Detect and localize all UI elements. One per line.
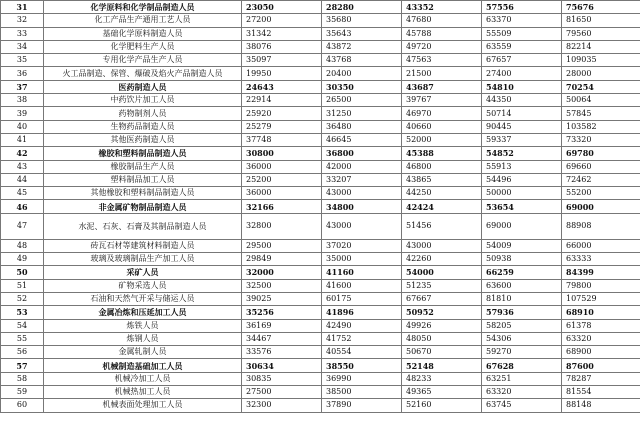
table-row	[1, 253, 640, 266]
wage-value-cell: 68900	[562, 346, 640, 359]
wage-value-cell: 81650	[562, 14, 640, 27]
occupation-name-cell: 橡胶制品生产人员	[44, 160, 242, 173]
row-number-cell: 36	[1, 67, 44, 80]
wage-value-cell: 88148	[562, 399, 640, 412]
wage-value-cell: 32800	[242, 213, 322, 239]
wage-value-cell: 29500	[242, 239, 322, 252]
wage-value-cell: 63320	[562, 332, 640, 345]
wage-value-cell: 44250	[402, 187, 482, 200]
wage-value-cell: 63251	[482, 372, 562, 385]
occupation-name-cell: 药物制剂人员	[44, 107, 242, 120]
occupation-name-cell: 其他橡胶和塑料制品制造人员	[44, 187, 242, 200]
row-number-cell: 48	[1, 239, 44, 252]
wage-value-cell: 25920	[242, 107, 322, 120]
wage-value-cell: 103582	[562, 120, 640, 133]
occupation-name-cell: 矿物采选人员	[44, 279, 242, 292]
wage-value-cell: 45788	[402, 27, 482, 40]
table-row	[1, 160, 640, 173]
wage-value-cell: 50938	[482, 253, 562, 266]
occupation-name-cell: 砖瓦石材等建筑材料制造人员	[44, 239, 242, 252]
occupation-name-cell: 生物药品制造人员	[44, 120, 242, 133]
table-row	[1, 40, 640, 53]
wage-value-cell: 35680	[322, 14, 402, 27]
wage-value-cell: 63333	[562, 253, 640, 266]
wage-value-cell: 70254	[562, 80, 640, 93]
wage-value-cell: 81554	[562, 386, 640, 399]
wage-value-cell: 30835	[242, 372, 322, 385]
row-number-cell: 52	[1, 292, 44, 305]
table-row	[1, 107, 640, 120]
wage-value-cell: 37020	[322, 239, 402, 252]
table-row	[1, 279, 640, 292]
wage-value-cell: 63600	[482, 279, 562, 292]
wage-value-cell: 37890	[322, 399, 402, 412]
wage-value-cell: 43865	[402, 173, 482, 186]
wage-value-cell: 39025	[242, 292, 322, 305]
occupation-name-cell: 炼铁人员	[44, 319, 242, 332]
wage-value-cell: 30350	[322, 80, 402, 93]
table-row	[1, 266, 640, 279]
wage-value-cell: 48050	[402, 332, 482, 345]
wage-value-cell: 75676	[562, 1, 640, 14]
table-row	[1, 346, 640, 359]
wage-value-cell: 36480	[322, 120, 402, 133]
occupation-name-cell: 机械制造基础加工人员	[44, 359, 242, 372]
wage-value-cell: 50952	[402, 306, 482, 319]
table-row	[1, 67, 640, 80]
wage-value-cell: 54009	[482, 239, 562, 252]
wage-value-cell: 26500	[322, 94, 402, 107]
wage-value-cell: 67657	[482, 54, 562, 67]
wage-value-cell: 35643	[322, 27, 402, 40]
row-number-cell: 40	[1, 120, 44, 133]
wage-value-cell: 23050	[242, 1, 322, 14]
wage-value-cell: 36169	[242, 319, 322, 332]
row-number-cell: 55	[1, 332, 44, 345]
wage-value-cell: 48233	[402, 372, 482, 385]
table-row	[1, 386, 640, 399]
wage-value-cell: 42490	[322, 319, 402, 332]
occupation-name-cell: 石油和天然气开采与储运人员	[44, 292, 242, 305]
row-number-cell: 35	[1, 54, 44, 67]
wage-value-cell: 31342	[242, 27, 322, 40]
wage-value-cell: 32300	[242, 399, 322, 412]
wage-value-cell: 49926	[402, 319, 482, 332]
occupation-name-cell: 专用化学产品生产人员	[44, 54, 242, 67]
wage-value-cell: 55913	[482, 160, 562, 173]
row-number-cell: 44	[1, 173, 44, 186]
wage-value-cell: 32500	[242, 279, 322, 292]
wage-value-cell: 55509	[482, 27, 562, 40]
wage-value-cell: 107529	[562, 292, 640, 305]
wage-value-cell: 78287	[562, 372, 640, 385]
wage-value-cell: 35256	[242, 306, 322, 319]
wage-value-cell: 52160	[402, 399, 482, 412]
table-row	[1, 399, 640, 412]
row-number-cell: 50	[1, 266, 44, 279]
table-row	[1, 200, 640, 213]
wage-value-cell: 109035	[562, 54, 640, 67]
wage-value-cell: 29849	[242, 253, 322, 266]
wage-value-cell: 46970	[402, 107, 482, 120]
wage-value-cell: 54000	[402, 266, 482, 279]
wage-value-cell: 51235	[402, 279, 482, 292]
wage-value-cell: 82214	[562, 40, 640, 53]
wage-value-cell: 54852	[482, 147, 562, 160]
row-number-cell: 51	[1, 279, 44, 292]
table-row	[1, 213, 640, 239]
wage-value-cell: 79560	[562, 27, 640, 40]
table-row	[1, 319, 640, 332]
wage-value-cell: 47680	[402, 14, 482, 27]
wage-value-cell: 37748	[242, 133, 322, 146]
wage-value-cell: 50000	[482, 187, 562, 200]
table-row	[1, 239, 640, 252]
wage-value-cell: 69780	[562, 147, 640, 160]
table-row	[1, 292, 640, 305]
wage-value-cell: 41896	[322, 306, 402, 319]
wage-value-cell: 88908	[562, 213, 640, 239]
table-row	[1, 133, 640, 146]
table-row	[1, 54, 640, 67]
wage-value-cell: 36990	[322, 372, 402, 385]
wage-value-cell: 69000	[482, 213, 562, 239]
row-number-cell: 38	[1, 94, 44, 107]
wage-value-cell: 32000	[242, 266, 322, 279]
wage-value-cell: 30800	[242, 147, 322, 160]
wage-value-cell: 20400	[322, 67, 402, 80]
wage-value-cell: 28000	[562, 67, 640, 80]
wage-value-cell: 52148	[402, 359, 482, 372]
wage-value-cell: 39767	[402, 94, 482, 107]
wage-value-cell: 50064	[562, 94, 640, 107]
wage-value-cell: 87600	[562, 359, 640, 372]
wage-value-cell: 41752	[322, 332, 402, 345]
wage-value-cell: 49720	[402, 40, 482, 53]
wage-value-cell: 33576	[242, 346, 322, 359]
wage-value-cell: 51456	[402, 213, 482, 239]
wage-value-cell: 41160	[322, 266, 402, 279]
wage-value-cell: 43000	[322, 213, 402, 239]
wage-value-cell: 42424	[402, 200, 482, 213]
table-row	[1, 306, 640, 319]
wage-value-cell: 90445	[482, 120, 562, 133]
wage-value-cell: 50670	[402, 346, 482, 359]
wage-value-cell: 30634	[242, 359, 322, 372]
wage-value-cell: 21500	[402, 67, 482, 80]
wage-value-cell: 43687	[402, 80, 482, 93]
wage-value-cell: 36000	[242, 160, 322, 173]
wage-value-cell: 22914	[242, 94, 322, 107]
wage-value-cell: 38550	[322, 359, 402, 372]
wage-value-cell: 34800	[322, 200, 402, 213]
wage-value-cell: 24643	[242, 80, 322, 93]
wage-value-cell: 35097	[242, 54, 322, 67]
table-row	[1, 147, 640, 160]
table-row	[1, 173, 640, 186]
wage-value-cell: 27400	[482, 67, 562, 80]
wage-value-cell: 57845	[562, 107, 640, 120]
wage-value-cell: 19950	[242, 67, 322, 80]
occupation-name-cell: 塑料制品加工人员	[44, 173, 242, 186]
wage-value-cell: 69000	[562, 200, 640, 213]
row-number-cell: 45	[1, 187, 44, 200]
wage-value-cell: 63320	[482, 386, 562, 399]
wage-value-cell: 47563	[402, 54, 482, 67]
row-number-cell: 42	[1, 147, 44, 160]
wage-value-cell: 72462	[562, 173, 640, 186]
occupation-name-cell: 化学肥料生产人员	[44, 40, 242, 53]
occupation-name-cell: 化学原料和化学制品制造人员	[44, 1, 242, 14]
occupation-name-cell: 炼钢人员	[44, 332, 242, 345]
table-body	[1, 1, 640, 413]
wage-value-cell: 81810	[482, 292, 562, 305]
wage-value-cell: 43000	[322, 187, 402, 200]
row-number-cell: 37	[1, 80, 44, 93]
row-number-cell: 46	[1, 200, 44, 213]
wage-value-cell: 59270	[482, 346, 562, 359]
occupation-name-cell: 采矿人员	[44, 266, 242, 279]
wage-value-cell: 58205	[482, 319, 562, 332]
wage-value-cell: 42260	[402, 253, 482, 266]
wage-value-cell: 43872	[322, 40, 402, 53]
table-row	[1, 80, 640, 93]
wage-value-cell: 43768	[322, 54, 402, 67]
wage-value-cell: 25200	[242, 173, 322, 186]
row-number-cell: 47	[1, 213, 44, 239]
row-number-cell: 59	[1, 386, 44, 399]
occupation-name-cell: 基础化学原料制造人员	[44, 27, 242, 40]
wage-value-cell: 54496	[482, 173, 562, 186]
table-row	[1, 120, 640, 133]
wage-value-cell: 40554	[322, 346, 402, 359]
wage-value-cell: 38500	[322, 386, 402, 399]
wage-value-cell: 41600	[322, 279, 402, 292]
occupation-name-cell: 医药制造人员	[44, 80, 242, 93]
wage-value-cell: 63559	[482, 40, 562, 53]
wage-value-cell: 66259	[482, 266, 562, 279]
table-row	[1, 332, 640, 345]
wage-value-cell: 63745	[482, 399, 562, 412]
wage-value-cell: 43352	[402, 1, 482, 14]
occupation-name-cell: 化工产品生产通用工艺人员	[44, 14, 242, 27]
occupation-name-cell: 橡胶和塑料制品制造人员	[44, 147, 242, 160]
row-number-cell: 49	[1, 253, 44, 266]
wage-value-cell: 46645	[322, 133, 402, 146]
occupation-name-cell: 机械表面处理加工人员	[44, 399, 242, 412]
wage-value-cell: 44350	[482, 94, 562, 107]
wage-value-cell: 52000	[402, 133, 482, 146]
occupation-name-cell: 机械热加工人员	[44, 386, 242, 399]
row-number-cell: 53	[1, 306, 44, 319]
wage-value-cell: 33207	[322, 173, 402, 186]
row-number-cell: 31	[1, 1, 44, 14]
wage-value-cell: 69660	[562, 160, 640, 173]
wage-value-cell: 73320	[562, 133, 640, 146]
wage-value-cell: 50714	[482, 107, 562, 120]
wage-value-cell: 27200	[242, 14, 322, 27]
row-number-cell: 43	[1, 160, 44, 173]
row-number-cell: 56	[1, 346, 44, 359]
table-row	[1, 14, 640, 27]
table-row	[1, 27, 640, 40]
wage-value-cell: 35000	[322, 253, 402, 266]
wage-value-cell: 38076	[242, 40, 322, 53]
wage-value-cell: 66000	[562, 239, 640, 252]
wage-value-cell: 54306	[482, 332, 562, 345]
table-row	[1, 1, 640, 14]
table-row	[1, 187, 640, 200]
table-row	[1, 359, 640, 372]
table-row	[1, 372, 640, 385]
row-number-cell: 60	[1, 399, 44, 412]
row-number-cell: 57	[1, 359, 44, 372]
wage-value-cell: 43000	[402, 239, 482, 252]
row-number-cell: 54	[1, 319, 44, 332]
wage-value-cell: 67667	[402, 292, 482, 305]
wage-value-cell: 68910	[562, 306, 640, 319]
wage-value-cell: 34467	[242, 332, 322, 345]
wage-value-cell: 61378	[562, 319, 640, 332]
wage-value-cell: 36000	[242, 187, 322, 200]
wage-value-cell: 36800	[322, 147, 402, 160]
wage-value-cell: 40660	[402, 120, 482, 133]
wage-value-cell: 53654	[482, 200, 562, 213]
occupation-name-cell: 机械冷加工人员	[44, 372, 242, 385]
wage-value-cell: 79800	[562, 279, 640, 292]
occupation-name-cell: 非金属矿物制品制造人员	[44, 200, 242, 213]
occupation-name-cell: 水泥、石灰、石膏及其制品制造人员	[44, 213, 242, 239]
occupation-name-cell: 其他医药制造人员	[44, 133, 242, 146]
wage-value-cell: 42000	[322, 160, 402, 173]
wage-value-cell: 67628	[482, 359, 562, 372]
wage-value-cell: 84399	[562, 266, 640, 279]
row-number-cell: 41	[1, 133, 44, 146]
wage-value-cell: 27500	[242, 386, 322, 399]
wage-value-cell: 63370	[482, 14, 562, 27]
wage-value-cell: 54810	[482, 80, 562, 93]
wage-value-cell: 60175	[322, 292, 402, 305]
occupation-name-cell: 金属冶炼和压延加工人员	[44, 306, 242, 319]
row-number-cell: 32	[1, 14, 44, 27]
wage-value-cell: 55200	[562, 187, 640, 200]
wage-value-cell: 45388	[402, 147, 482, 160]
wage-value-cell: 49365	[402, 386, 482, 399]
occupation-name-cell: 金属轧制人员	[44, 346, 242, 359]
wage-value-cell: 59337	[482, 133, 562, 146]
row-number-cell: 58	[1, 372, 44, 385]
table-row	[1, 94, 640, 107]
wage-value-cell: 32166	[242, 200, 322, 213]
occupation-name-cell: 火工品制造、保管、爆破及焰火产品制造人员	[44, 67, 242, 80]
wage-value-cell: 31250	[322, 107, 402, 120]
wage-value-cell: 57936	[482, 306, 562, 319]
wage-value-cell: 28280	[322, 1, 402, 14]
wage-value-cell: 46800	[402, 160, 482, 173]
row-number-cell: 39	[1, 107, 44, 120]
occupation-name-cell: 玻璃及玻璃制品生产加工人员	[44, 253, 242, 266]
row-number-cell: 34	[1, 40, 44, 53]
wage-value-cell: 57556	[482, 1, 562, 14]
occupation-name-cell: 中药饮片加工人员	[44, 94, 242, 107]
row-number-cell: 33	[1, 27, 44, 40]
wage-value-cell: 25279	[242, 120, 322, 133]
